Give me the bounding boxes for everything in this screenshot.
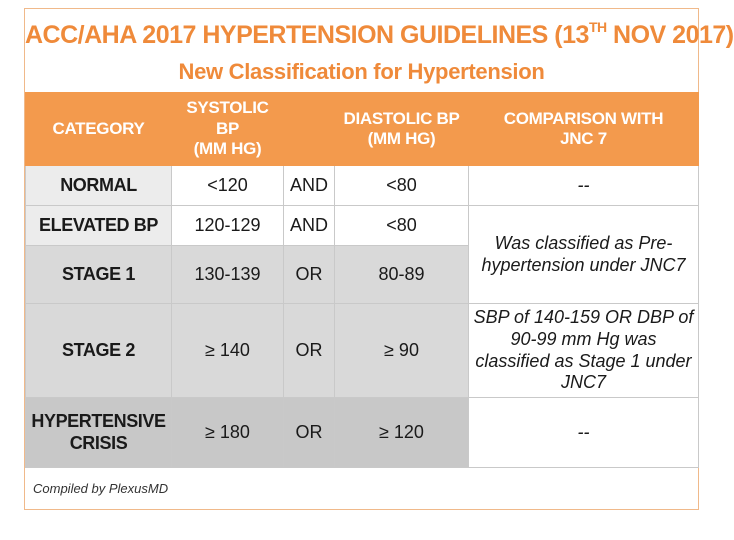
row-category: ELEVATED BP — [26, 206, 172, 246]
header-comparison: COMPARISON WITH JNC 7 — [469, 93, 699, 166]
row-systolic: ≥ 140 — [172, 304, 284, 398]
row-operator: AND — [284, 166, 335, 206]
row-operator: OR — [284, 304, 335, 398]
row-systolic: <120 — [172, 166, 284, 206]
row-systolic: 130-139 — [172, 246, 284, 304]
source-credit: Compiled by PlexusMD — [33, 481, 169, 496]
row-category: NORMAL — [26, 166, 172, 206]
row-diastolic: 80-89 — [335, 246, 469, 304]
row-category: STAGE 2 — [26, 304, 172, 398]
row-comparison: SBP of 140-159 OR DBP of 90-99 mm Hg was classified as Stage 1 under JNC7 — [469, 304, 699, 398]
table-header-row — [26, 93, 699, 166]
row-diastolic: <80 — [335, 166, 469, 206]
header-systolic: SYSTOLIC BP (MM HG) — [172, 93, 284, 166]
row-systolic: 120-129 — [172, 206, 284, 246]
table-row — [26, 304, 699, 398]
title-superscript: TH — [588, 19, 607, 35]
title-block — [25, 9, 734, 92]
table-row — [26, 398, 699, 468]
row-diastolic: <80 — [335, 206, 469, 246]
guidelines-card — [24, 8, 734, 510]
header-operator — [284, 93, 335, 166]
classification-table — [25, 92, 699, 468]
row-operator: OR — [284, 246, 335, 304]
row-comparison: -- — [469, 166, 699, 206]
row-operator: AND — [284, 206, 335, 246]
row-comparison: -- — [469, 398, 699, 468]
header-category: CATEGORY — [26, 93, 172, 166]
table-row — [26, 166, 699, 206]
row-category: STAGE 1 — [26, 246, 172, 304]
title-text: ACC/AHA 2017 HYPERTENSION GUIDELINES (13 — [25, 21, 589, 49]
row-systolic: ≥ 180 — [172, 398, 284, 468]
row-category: HYPERTENSIVE CRISIS — [26, 398, 172, 468]
subtitle: New Classification for Hypertension — [178, 59, 545, 84]
main-title — [25, 19, 734, 50]
row-operator: OR — [284, 398, 335, 468]
row-comparison: Was classified as Pre-hypertension under JNC7 — [469, 206, 699, 304]
title-date: NOV 2017) — [606, 21, 734, 49]
header-diastolic: DIASTOLIC BP (MM HG) — [335, 93, 469, 166]
table-row — [26, 206, 699, 246]
row-diastolic: ≥ 120 — [335, 398, 469, 468]
row-diastolic: ≥ 90 — [335, 304, 469, 398]
